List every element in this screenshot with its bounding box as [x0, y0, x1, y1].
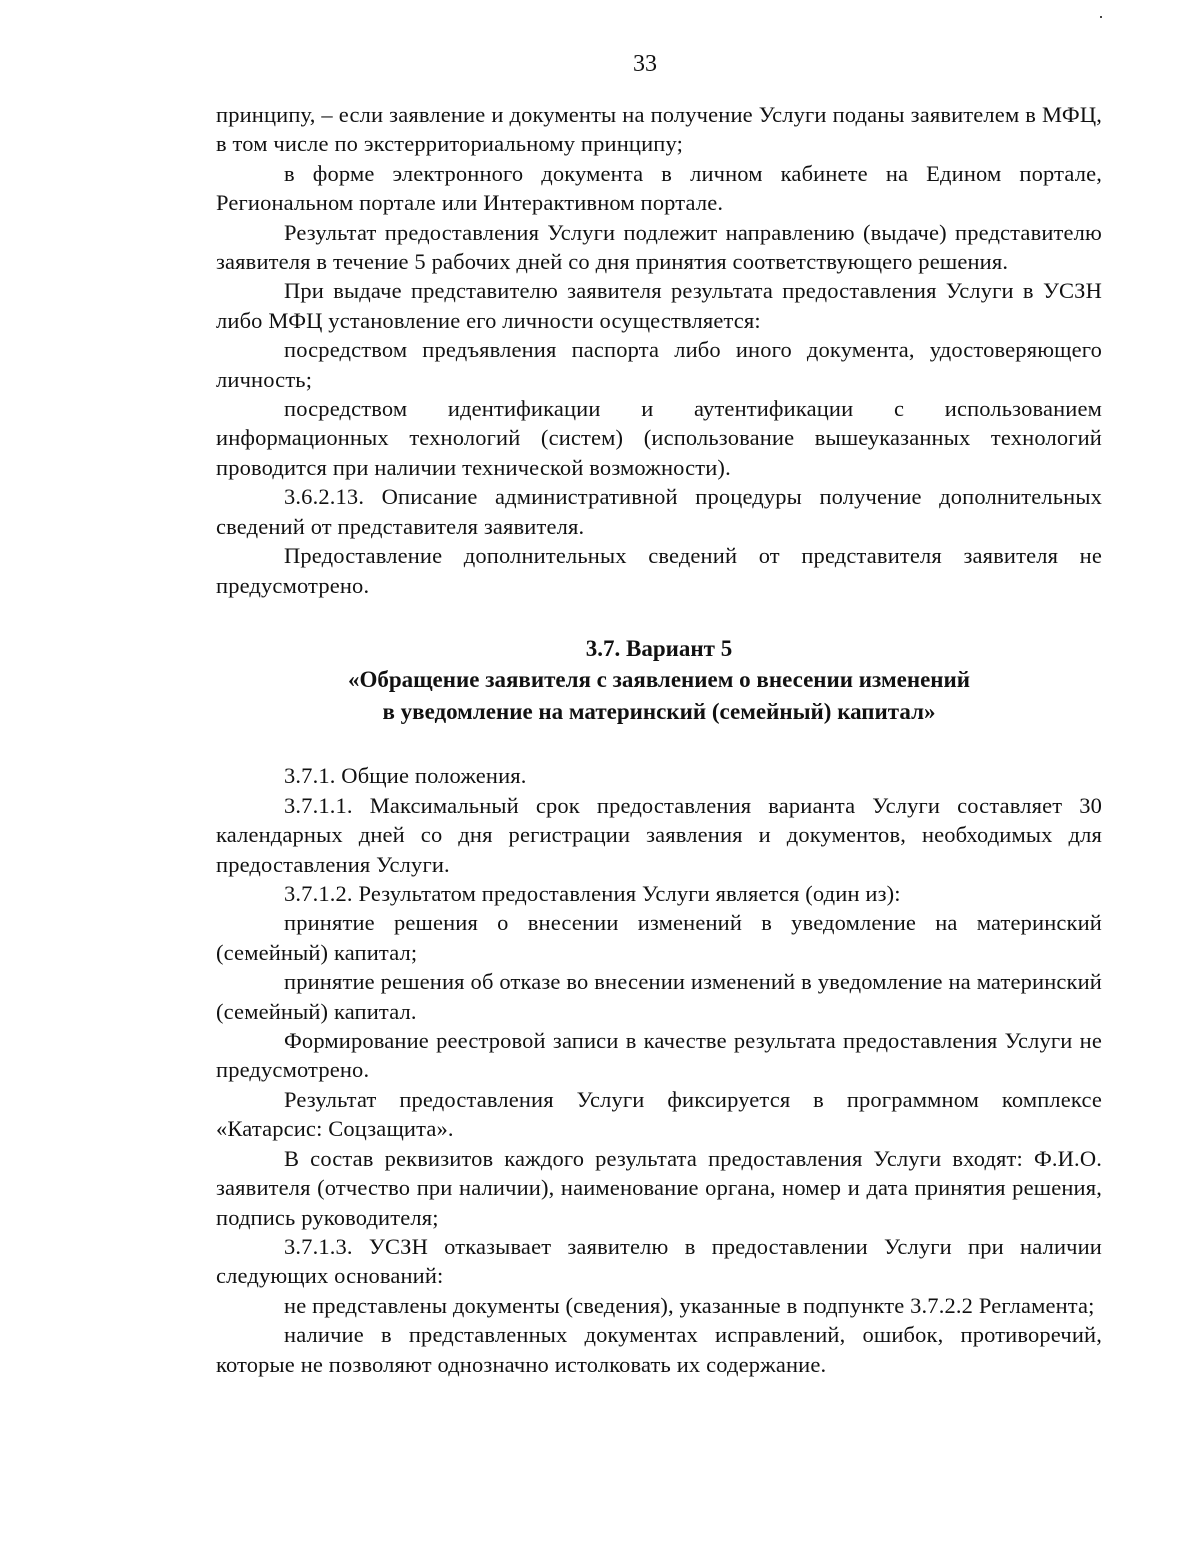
paragraph: В состав реквизитов каждого результата предоставления Услуги входят: Ф.И.О. заявителя (отчество при наличии), наименование органа, номер и дата принятия решения, подпись руководителя;	[216, 1145, 1102, 1230]
page-number: 33	[633, 51, 657, 77]
paragraph: 3.7.1.2. Результатом предоставления Услуги является (один из):	[284, 881, 901, 907]
paragraph: Формирование реестровой записи в качестве результата предоставления Услуги не предусмотрено.	[216, 1028, 1102, 1083]
paragraph: Результат предоставления Услуги подлежит направлению (выдаче) представителю заявителя в течение 5 рабочих дней со дня принятия соответствующего решения.	[216, 219, 1102, 275]
paragraph: 3.7.1.3. УСЗН отказывает заявителю в предоставлении Услуги при наличии следующих оснований:	[216, 1233, 1102, 1289]
paragraph: принятие решения об отказе во внесении изменений в уведомление на материнский (семейный) капитал.	[216, 969, 1102, 1024]
paragraph: 3.6.2.13. Описание административной процедуры получение дополнительных сведений от представителя заявителя.	[216, 484, 1102, 539]
top-paragraphs	[216, 100, 1102, 600]
section-number-title: 3.7. Вариант 5	[585, 635, 733, 661]
page-body	[216, 100, 1102, 1379]
paragraph: При выдаче представителю заявителя результата предоставления Услуги в УСЗН либо МФЦ установление его личности осуществляется:	[216, 278, 1102, 333]
scan-speck	[1100, 16, 1102, 18]
paragraph: наличие в представленных документах исправлений, ошибок, противоречий, которые не позволяют однозначно истолковать их содержание.	[216, 1322, 1102, 1377]
paragraph: 3.7.1.1. Максимальный срок предоставления варианта Услуги составляет 30 календарных дней со дня регистрации заявления и документов, необходимых для предоставления Услуги.	[216, 792, 1102, 877]
paragraph: Предоставление дополнительных сведений от представителя заявителя не предусмотрено.	[216, 543, 1102, 598]
paragraph: 3.7.1. Общие положения.	[284, 763, 527, 789]
paragraph: принятие решения о внесении изменений в уведомление на материнский (семейный) капитал;	[216, 910, 1102, 965]
paragraph: принципу, – если заявление и документы на получение Услуги поданы заявителем в МФЦ, в том числе по экстерриториальному принципу;	[216, 102, 1102, 157]
paragraph: Результат предоставления Услуги фиксируется в программном комплексе «Катарсис: Соцзащита».	[216, 1086, 1102, 1142]
bottom-paragraphs	[216, 761, 1102, 1379]
paragraph: не представлены документы (сведения), указанные в подпункте 3.7.2.2 Регламента;	[284, 1292, 1095, 1318]
section-name-line-1: «Обращение заявителя с заявлением о внесении изменений	[347, 667, 971, 693]
paragraph: посредством предъявления паспорта либо иного документа, удостоверяющего личность;	[216, 337, 1102, 392]
paragraph: в форме электронного документа в личном кабинете на Едином портале, Региональном портале или Интерактивном портале.	[216, 160, 1102, 216]
section-name-line-2: в уведомление на материнский (семейный) капитал»	[382, 698, 936, 724]
section-heading	[216, 633, 1102, 728]
paragraph: посредством идентификации и аутентификации с использованием информационных технологий (систем) (использование вышеуказанных технологий проводится при наличии технической возможности).	[216, 396, 1102, 480]
